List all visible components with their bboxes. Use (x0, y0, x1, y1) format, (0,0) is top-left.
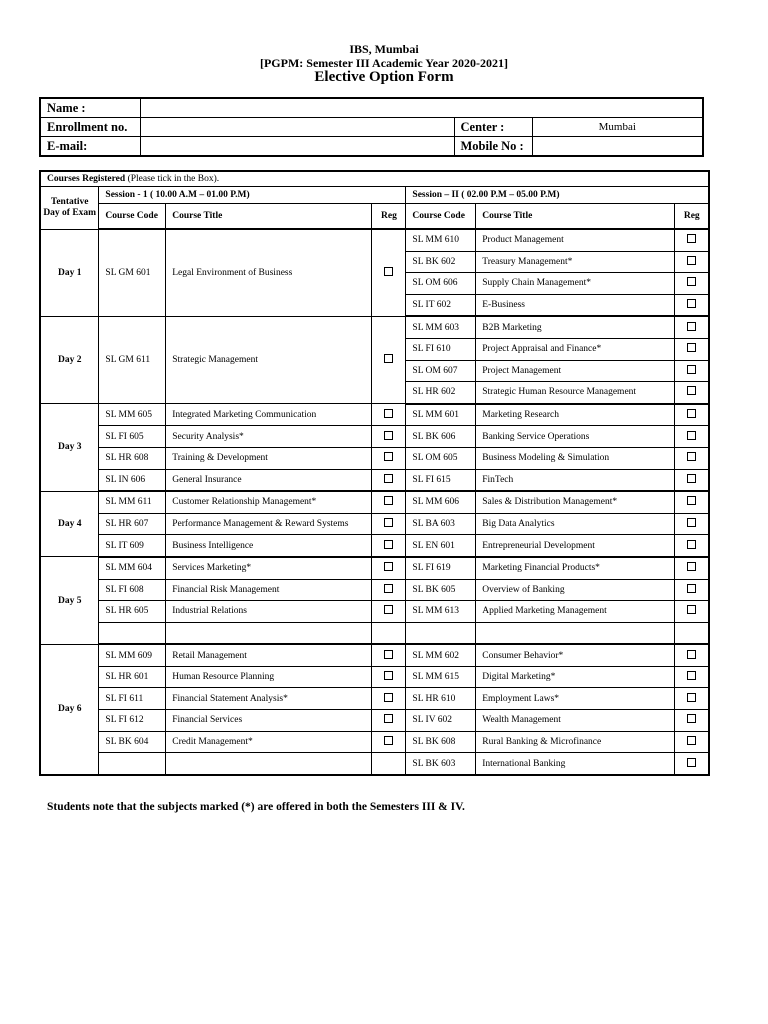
s1-reg-cell (372, 557, 406, 579)
s2-course-code: SL BK 608 (406, 731, 476, 753)
s2-course-title: FinTech (476, 469, 675, 491)
s1-checkbox[interactable] (384, 540, 393, 549)
s2-course-title: Marketing Financial Products* (476, 557, 675, 579)
s1-checkbox[interactable] (384, 267, 393, 276)
s2-course-title: Entrepreneurial Development (476, 535, 675, 557)
s2-checkbox[interactable] (687, 736, 696, 745)
s1-course-code: SL HR 605 (99, 601, 166, 623)
email-label: E-mail: (40, 137, 140, 157)
s2-reg-cell (675, 273, 709, 295)
s1-course-title: Financial Statement Analysis* (166, 688, 372, 710)
s2-course-code: SL MM 603 (406, 316, 476, 338)
s1-reg-cell (372, 666, 406, 688)
s2-reg-cell (675, 316, 709, 338)
s2-checkbox[interactable] (687, 650, 696, 659)
s2-checkbox[interactable] (687, 758, 696, 767)
s1-course-title: General Insurance (166, 469, 372, 491)
s1-checkbox[interactable] (384, 650, 393, 659)
student-info-table (39, 97, 704, 157)
s2-reg-cell (675, 622, 709, 644)
s1-course-code: SL HR 608 (99, 447, 166, 469)
course-row (40, 622, 709, 644)
s1-checkbox[interactable] (384, 714, 393, 723)
s2-checkbox[interactable] (687, 386, 696, 395)
s1-course-code-header: Course Code (99, 204, 166, 230)
s1-checkbox[interactable] (384, 518, 393, 527)
s1-reg-cell (372, 688, 406, 710)
s2-course-code: SL OM 606 (406, 273, 476, 295)
s2-course-code: SL IV 602 (406, 710, 476, 732)
s1-course-code: SL FI 611 (99, 688, 166, 710)
s1-course-code: SL IT 609 (99, 535, 166, 557)
name-field[interactable] (140, 98, 703, 118)
s1-course-code: SL MM 611 (99, 491, 166, 513)
s2-checkbox[interactable] (687, 562, 696, 571)
s1-checkbox[interactable] (384, 584, 393, 593)
s2-reg-cell (675, 644, 709, 666)
day-label: Day 4 (40, 491, 99, 557)
s2-reg-cell (675, 404, 709, 426)
s1-checkbox[interactable] (384, 693, 393, 702)
s1-course-title: Legal Environment of Business (166, 229, 372, 316)
s2-course-title: Supply Chain Management* (476, 273, 675, 295)
s1-course-code: SL GM 611 (99, 316, 166, 403)
course-row (40, 731, 709, 753)
s1-course-code: SL HR 607 (99, 513, 166, 535)
course-row (40, 229, 709, 251)
course-row (40, 535, 709, 557)
s1-checkbox[interactable] (384, 431, 393, 440)
s2-course-title: Overview of Banking (476, 579, 675, 601)
s1-course-code: SL FI 605 (99, 426, 166, 448)
s1-reg-cell (372, 229, 406, 316)
s2-course-code: SL HR 602 (406, 382, 476, 404)
s1-course-code: SL FI 612 (99, 710, 166, 732)
s1-course-title: Industrial Relations (166, 601, 372, 623)
s1-checkbox[interactable] (384, 736, 393, 745)
s2-checkbox[interactable] (687, 365, 696, 374)
s2-course-code: SL BK 605 (406, 579, 476, 601)
s2-checkbox[interactable] (687, 256, 696, 265)
s1-course-title: Financial Risk Management (166, 579, 372, 601)
s2-course-code: SL FI 610 (406, 338, 476, 360)
s1-course-code: SL MM 605 (99, 404, 166, 426)
s2-course-title: Product Management (476, 229, 675, 251)
course-row (40, 753, 709, 775)
s2-course-code (406, 622, 476, 644)
s2-reg-cell (675, 710, 709, 732)
s1-reg-cell (372, 753, 406, 775)
s1-reg-cell (372, 535, 406, 557)
s2-course-title: Wealth Management (476, 710, 675, 732)
s2-course-title: Marketing Research (476, 404, 675, 426)
s2-reg-cell (675, 469, 709, 491)
s1-checkbox[interactable] (384, 474, 393, 483)
s2-checkbox[interactable] (687, 343, 696, 352)
s1-course-title: Integrated Marketing Communication (166, 404, 372, 426)
course-row (40, 404, 709, 426)
s2-checkbox[interactable] (687, 474, 696, 483)
s2-checkbox[interactable] (687, 714, 696, 723)
s1-reg-cell (372, 404, 406, 426)
s1-course-code: SL BK 604 (99, 731, 166, 753)
s2-course-code: SL EN 601 (406, 535, 476, 557)
course-row (40, 644, 709, 666)
s1-course-title (166, 622, 372, 644)
s2-reg-cell (675, 251, 709, 273)
s1-course-code (99, 753, 166, 775)
s2-course-code: SL OM 605 (406, 447, 476, 469)
s1-course-code: SL HR 601 (99, 666, 166, 688)
s2-course-title: Project Appraisal and Finance* (476, 338, 675, 360)
s2-course-code: SL MM 606 (406, 491, 476, 513)
s2-course-title: Sales & Distribution Management* (476, 491, 675, 513)
s2-checkbox[interactable] (687, 496, 696, 505)
s2-course-title: Consumer Behavior* (476, 644, 675, 666)
s2-course-code: SL MM 602 (406, 644, 476, 666)
s2-reg-cell (675, 447, 709, 469)
s2-checkbox[interactable] (687, 452, 696, 461)
s1-course-title: Customer Relationship Management* (166, 491, 372, 513)
enrollment-field[interactable] (140, 118, 454, 137)
s2-checkbox[interactable] (687, 671, 696, 680)
s1-course-title (166, 753, 372, 775)
s1-course-title: Performance Management & Reward Systems (166, 513, 372, 535)
s1-checkbox[interactable] (384, 671, 393, 680)
s1-course-title: Services Marketing* (166, 557, 372, 579)
s2-reg-cell (675, 579, 709, 601)
s1-checkbox[interactable] (384, 496, 393, 505)
s1-course-code: SL MM 604 (99, 557, 166, 579)
s2-reg-cell (675, 601, 709, 623)
s2-course-title: Strategic Human Resource Management (476, 382, 675, 404)
s2-course-title: Treasury Management* (476, 251, 675, 273)
s2-reg-cell (675, 688, 709, 710)
course-row (40, 557, 709, 579)
course-row (40, 491, 709, 513)
course-row (40, 710, 709, 732)
semester-note: Students note that the subjects marked (*) are offered in both the Semesters III & IV. (47, 801, 465, 813)
enrollment-label: Enrollment no. (40, 118, 140, 137)
course-row (40, 513, 709, 535)
s1-course-code (99, 622, 166, 644)
form-title: Elective Option Form (314, 69, 454, 85)
s2-reg-cell (675, 229, 709, 251)
day-label: Day 2 (40, 316, 99, 403)
day-label: Day 1 (40, 229, 99, 316)
s2-course-code: SL OM 607 (406, 360, 476, 382)
name-label: Name : (40, 98, 140, 118)
s2-course-title: Digital Marketing* (476, 666, 675, 688)
s1-course-title: Strategic Management (166, 316, 372, 403)
s2-course-title: Rural Banking & Microfinance (476, 731, 675, 753)
s2-reg-cell (675, 535, 709, 557)
s1-course-code: SL GM 601 (99, 229, 166, 316)
s1-course-title: Credit Management* (166, 731, 372, 753)
s2-course-title: Project Management (476, 360, 675, 382)
course-row (40, 469, 709, 491)
s2-course-code: SL HR 610 (406, 688, 476, 710)
s2-course-code: SL BK 606 (406, 426, 476, 448)
s2-course-title-header: Course Title (476, 204, 675, 230)
s1-reg-cell (372, 447, 406, 469)
s2-course-code: SL MM 610 (406, 229, 476, 251)
s2-course-code: SL MM 613 (406, 601, 476, 623)
s2-reg-cell (675, 426, 709, 448)
s1-course-title: Security Analysis* (166, 426, 372, 448)
s2-checkbox[interactable] (687, 234, 696, 243)
s1-checkbox[interactable] (384, 452, 393, 461)
tentative-day-header: Tentative Day of Exam (40, 187, 99, 230)
s1-reg-cell (372, 644, 406, 666)
s1-reg-cell (372, 601, 406, 623)
s2-course-code: SL BK 602 (406, 251, 476, 273)
courses-title-note: (Please tick in the Box). (125, 174, 220, 184)
s1-reg-cell (372, 316, 406, 403)
s2-checkbox[interactable] (687, 518, 696, 527)
s2-reg-cell (675, 513, 709, 535)
s2-checkbox[interactable] (687, 584, 696, 593)
course-row (40, 601, 709, 623)
s1-course-code: SL IN 606 (99, 469, 166, 491)
s2-course-title: E-Business (476, 294, 675, 316)
session2-header: Session – II ( 02.00 P.M – 05.00 P.M) (406, 187, 709, 204)
s2-reg-cell (675, 491, 709, 513)
s2-reg-cell (675, 338, 709, 360)
course-row (40, 688, 709, 710)
institute-name: IBS, Mumbai (349, 42, 419, 56)
mobile-label: Mobile No : (454, 137, 532, 157)
s2-reg-cell (675, 557, 709, 579)
s1-course-title: Financial Services (166, 710, 372, 732)
s1-course-code: SL MM 609 (99, 644, 166, 666)
session1-header: Session - 1 ( 10.00 A.M – 01.00 P.M) (99, 187, 406, 204)
s1-checkbox[interactable] (384, 354, 393, 363)
day-label: Day 3 (40, 404, 99, 491)
s1-checkbox[interactable] (384, 409, 393, 418)
courses-registered-title (40, 171, 709, 187)
s1-reg-cell (372, 710, 406, 732)
s1-reg-cell (372, 622, 406, 644)
s2-course-code: SL MM 601 (406, 404, 476, 426)
s1-reg-cell (372, 491, 406, 513)
s1-course-title: Retail Management (166, 644, 372, 666)
course-row (40, 316, 709, 338)
email-field[interactable] (140, 137, 454, 157)
day-label: Day 5 (40, 557, 99, 644)
s2-reg-header: Reg (675, 204, 709, 230)
s1-reg-cell (372, 731, 406, 753)
s2-course-code: SL IT 602 (406, 294, 476, 316)
course-row (40, 666, 709, 688)
s2-course-title: Employment Laws* (476, 688, 675, 710)
s2-course-title: Applied Marketing Management (476, 601, 675, 623)
s2-course-code: SL MM 615 (406, 666, 476, 688)
center-label: Center : (454, 118, 532, 137)
mobile-field[interactable] (532, 137, 703, 157)
s2-reg-cell (675, 666, 709, 688)
s2-checkbox[interactable] (687, 299, 696, 308)
course-row (40, 579, 709, 601)
day-label: Day 6 (40, 644, 99, 775)
s1-course-code: SL FI 608 (99, 579, 166, 601)
s2-reg-cell (675, 294, 709, 316)
s2-checkbox[interactable] (687, 409, 696, 418)
s1-course-title: Business Intelligence (166, 535, 372, 557)
s2-course-code: SL FI 619 (406, 557, 476, 579)
s2-checkbox[interactable] (687, 322, 696, 331)
s2-checkbox[interactable] (687, 540, 696, 549)
s2-course-title: Big Data Analytics (476, 513, 675, 535)
s1-reg-cell (372, 426, 406, 448)
s2-course-title: Banking Service Operations (476, 426, 675, 448)
s2-course-title: B2B Marketing (476, 316, 675, 338)
s2-checkbox[interactable] (687, 605, 696, 614)
s1-checkbox[interactable] (384, 562, 393, 571)
s2-checkbox[interactable] (687, 693, 696, 702)
s2-course-code-header: Course Code (406, 204, 476, 230)
s1-course-title: Training & Development (166, 447, 372, 469)
s2-course-title (476, 622, 675, 644)
course-row (40, 426, 709, 448)
s1-course-title-header: Course Title (166, 204, 372, 230)
s1-checkbox[interactable] (384, 605, 393, 614)
s1-reg-cell (372, 579, 406, 601)
s1-course-title: Human Resource Planning (166, 666, 372, 688)
s1-reg-header: Reg (372, 204, 406, 230)
s2-checkbox[interactable] (687, 431, 696, 440)
s1-reg-cell (372, 513, 406, 535)
s2-course-code: SL FI 615 (406, 469, 476, 491)
program-line: [PGPM: Semester III Academic Year 2020-2021] (259, 56, 509, 70)
s2-reg-cell (675, 360, 709, 382)
s2-reg-cell (675, 753, 709, 775)
s2-course-title: Business Modeling & Simulation (476, 447, 675, 469)
courses-table (39, 170, 710, 776)
s2-course-title: International Banking (476, 753, 675, 775)
s2-reg-cell (675, 731, 709, 753)
s2-reg-cell (675, 382, 709, 404)
s1-reg-cell (372, 469, 406, 491)
courses-title-bold: Courses Registered (47, 174, 126, 184)
course-row (40, 447, 709, 469)
s2-course-code: SL BA 603 (406, 513, 476, 535)
s2-course-code: SL BK 603 (406, 753, 476, 775)
s2-checkbox[interactable] (687, 277, 696, 286)
center-field[interactable]: Mumbai (532, 118, 703, 137)
